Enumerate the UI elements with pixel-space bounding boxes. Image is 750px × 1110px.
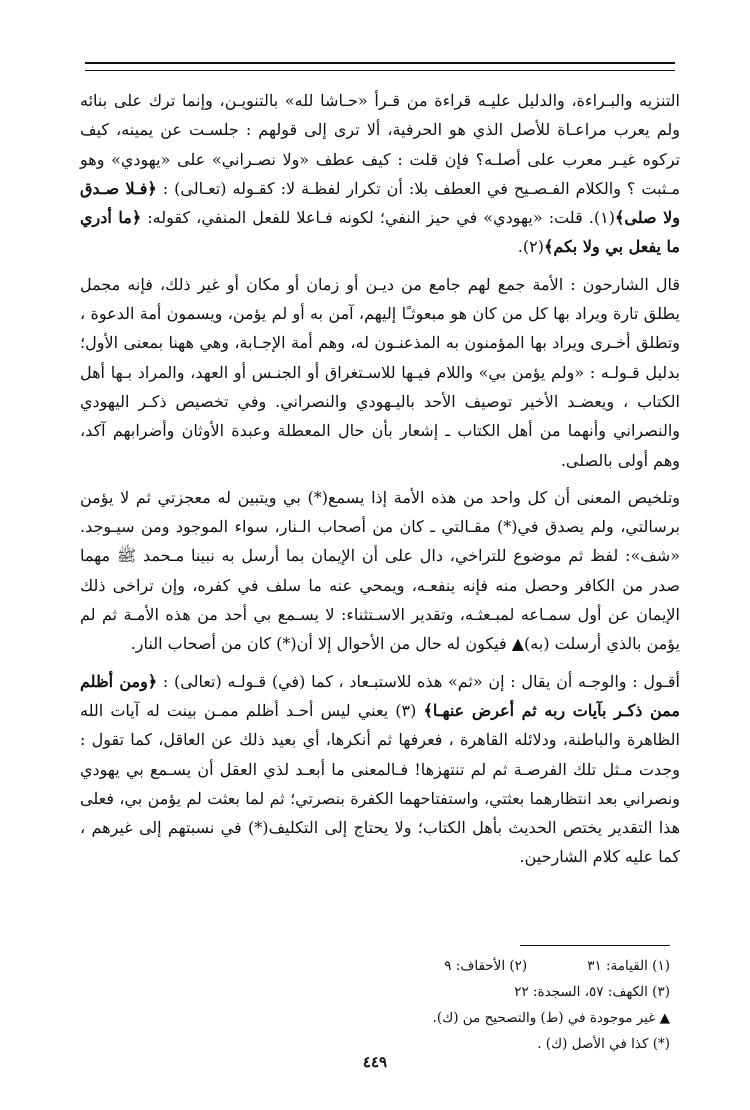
paragraph-3 <box>80 483 680 659</box>
quran-quote: ﴿فـلا صـدق ولا صلى﴾ <box>80 178 681 228</box>
text-segment: وتلخيص المعنى أن كل واحد من هذه الأمة إذا يسمع(*) بي ويتبين له معجزتي ثم لا يؤمن برسالتي، ولم يصدق في(*) مقـالتي ـ كان من أصحاب الـنار، سواء الموجود ومن سيـوجد. «شف»: لفظ ثم موضوع للتراخي، دال على أن الإيمان بما أرسل به نبينا مـحمد ﷺ مهما صدر من الكافر وحصل منه فإنه ينفعـه، ويمحي عنه ما سلف في كفره، وإن تراخى ذلك الإيمان عن أول سمـاعه لمبـعثـه، وتقدير الاسـتثناء: لا يسـمع بي أحد من هذه الأمـة ثم لم يؤمن بالذي أرسلت (به)▲ فيكون له حال من الأحوال إلا أن(*) كان من أصحاب النار. <box>80 487 681 654</box>
main-text <box>80 86 680 872</box>
footnote-2: (٢) الأحقاف: ٩ <box>444 958 528 974</box>
header-rule-bottom <box>85 70 675 71</box>
text-segment: أقـول : والوجـه أن يقال : إن «ثم» هذه للاستبـعاد ، كما (في) قـولـه (تعالى) : <box>157 671 681 691</box>
footnote-3: (٣) الكهف: ٥٧، السجدة: ٢٢ <box>514 984 670 1000</box>
paragraph-2 <box>80 270 680 475</box>
footnote-rule <box>520 945 670 946</box>
text-segment: (٢). <box>517 237 544 257</box>
quran-quote: ﴿ومن أظلم ممن ذكـر بآيات ربه ثم أعرض عنهـا﴾ <box>80 671 681 720</box>
header-rule-top <box>85 62 675 64</box>
text-segment: التنزيه والبـراءة، والدليل عليـه قراءة من قـرأ «حـاشا لله» بالتنويـن، وإنما ترك على بنائه ولم يعرب مراعـاة للأصل الذي هو الحرفية، ألا ترى إلى قولهم : جلسـت عن يمينه، كيف تركوه غيـر معرب على أصلـه؟ فإن قلت : كيف عطف «ولا نصـراني» على «يهودي» وهو مـثبت ؟ والكلام الفـصـيح في العطف بلا: أن تكرار لفظـة لا: كقـوله (تعـالى) : <box>80 91 680 198</box>
quran-quote: ﴿ما أدري ما يفعل بي ولا بكم﴾ <box>80 208 680 257</box>
page-number: ٤٤٩ <box>362 1053 388 1071</box>
footnote-1: (١) القيامة: ٣١ <box>587 958 670 974</box>
text-segment: قال الشارحون : الأمة جمع لهم جامع من ديـن أو زمان أو مكان أو غير ذلك، فإنه مجمل يطلق تارة ويراد بها كل من كان هو مبعوثـًا إليهم، آمن به أو لم يؤمن، ويسمون أمة الدعوة ، وتطلق أخـرى ويراد بها المؤمنون به المذعنـون له، وهم أمة الإجـابة، وهي ههنا بمعنى الأول؛ بدليل قـولـه : «ولم يؤمن بي» واللام فيـها للاسـتغراق أو الجنـس أو العهد، والمراد بـها أهل الكتاب ، ويعضـد الأخير توصيف الأحد باليـهودي والنصراني. وفي تخصيص ذكـر اليهودي والنصراني وأنهما من أهل الكتاب ـ إشعار بأن حال المعطلة وعبدة الأوثان وأضرابهم آكد، وهم أولى بالصلى. <box>80 274 680 470</box>
footnote-4: ▲ غير موجودة في (ط) والتصحيح من (ك). <box>432 1010 670 1026</box>
text-segment: (١). قلت: «يهودي» في حيز النفي؛ لكونه فـاعلا للفعل المنفي، كقوله: <box>141 208 615 228</box>
footnote-5: (*) كذا في الأصل (ك) . <box>537 1036 670 1052</box>
footnote-row <box>310 953 670 979</box>
paragraph-4 <box>80 667 680 872</box>
footnotes <box>310 953 670 1057</box>
text-segment: (٣) يعني ليس أحـد أظلم ممـن بينت له آيات الله الظاهرة والباطنة، ودلائله القاهرة ، فعرفها ثم أنكرها، أي بعيد ذلك عن العاقل، كما تقول : وجدت مـثل تلك الفرصـة ثم لم تنتهزها! فـالمعنى ما أبعـد لذي العقل أن يسـمع بي يهودي ونصراني بعد انتظارهما بعثتي، واستفتاحهما الكفرة بنصرتي؛ ثم لما بعثت لم يؤمن بي، فعلى هذا التقدير يختص الحديث بأهل الكتاب؛ ولا يحتاج إلى التكليف(*) في نسبتهم إلى غيرهم ، كما عليه كلام الشارحين. <box>80 700 680 867</box>
paragraph-1 <box>80 86 680 262</box>
